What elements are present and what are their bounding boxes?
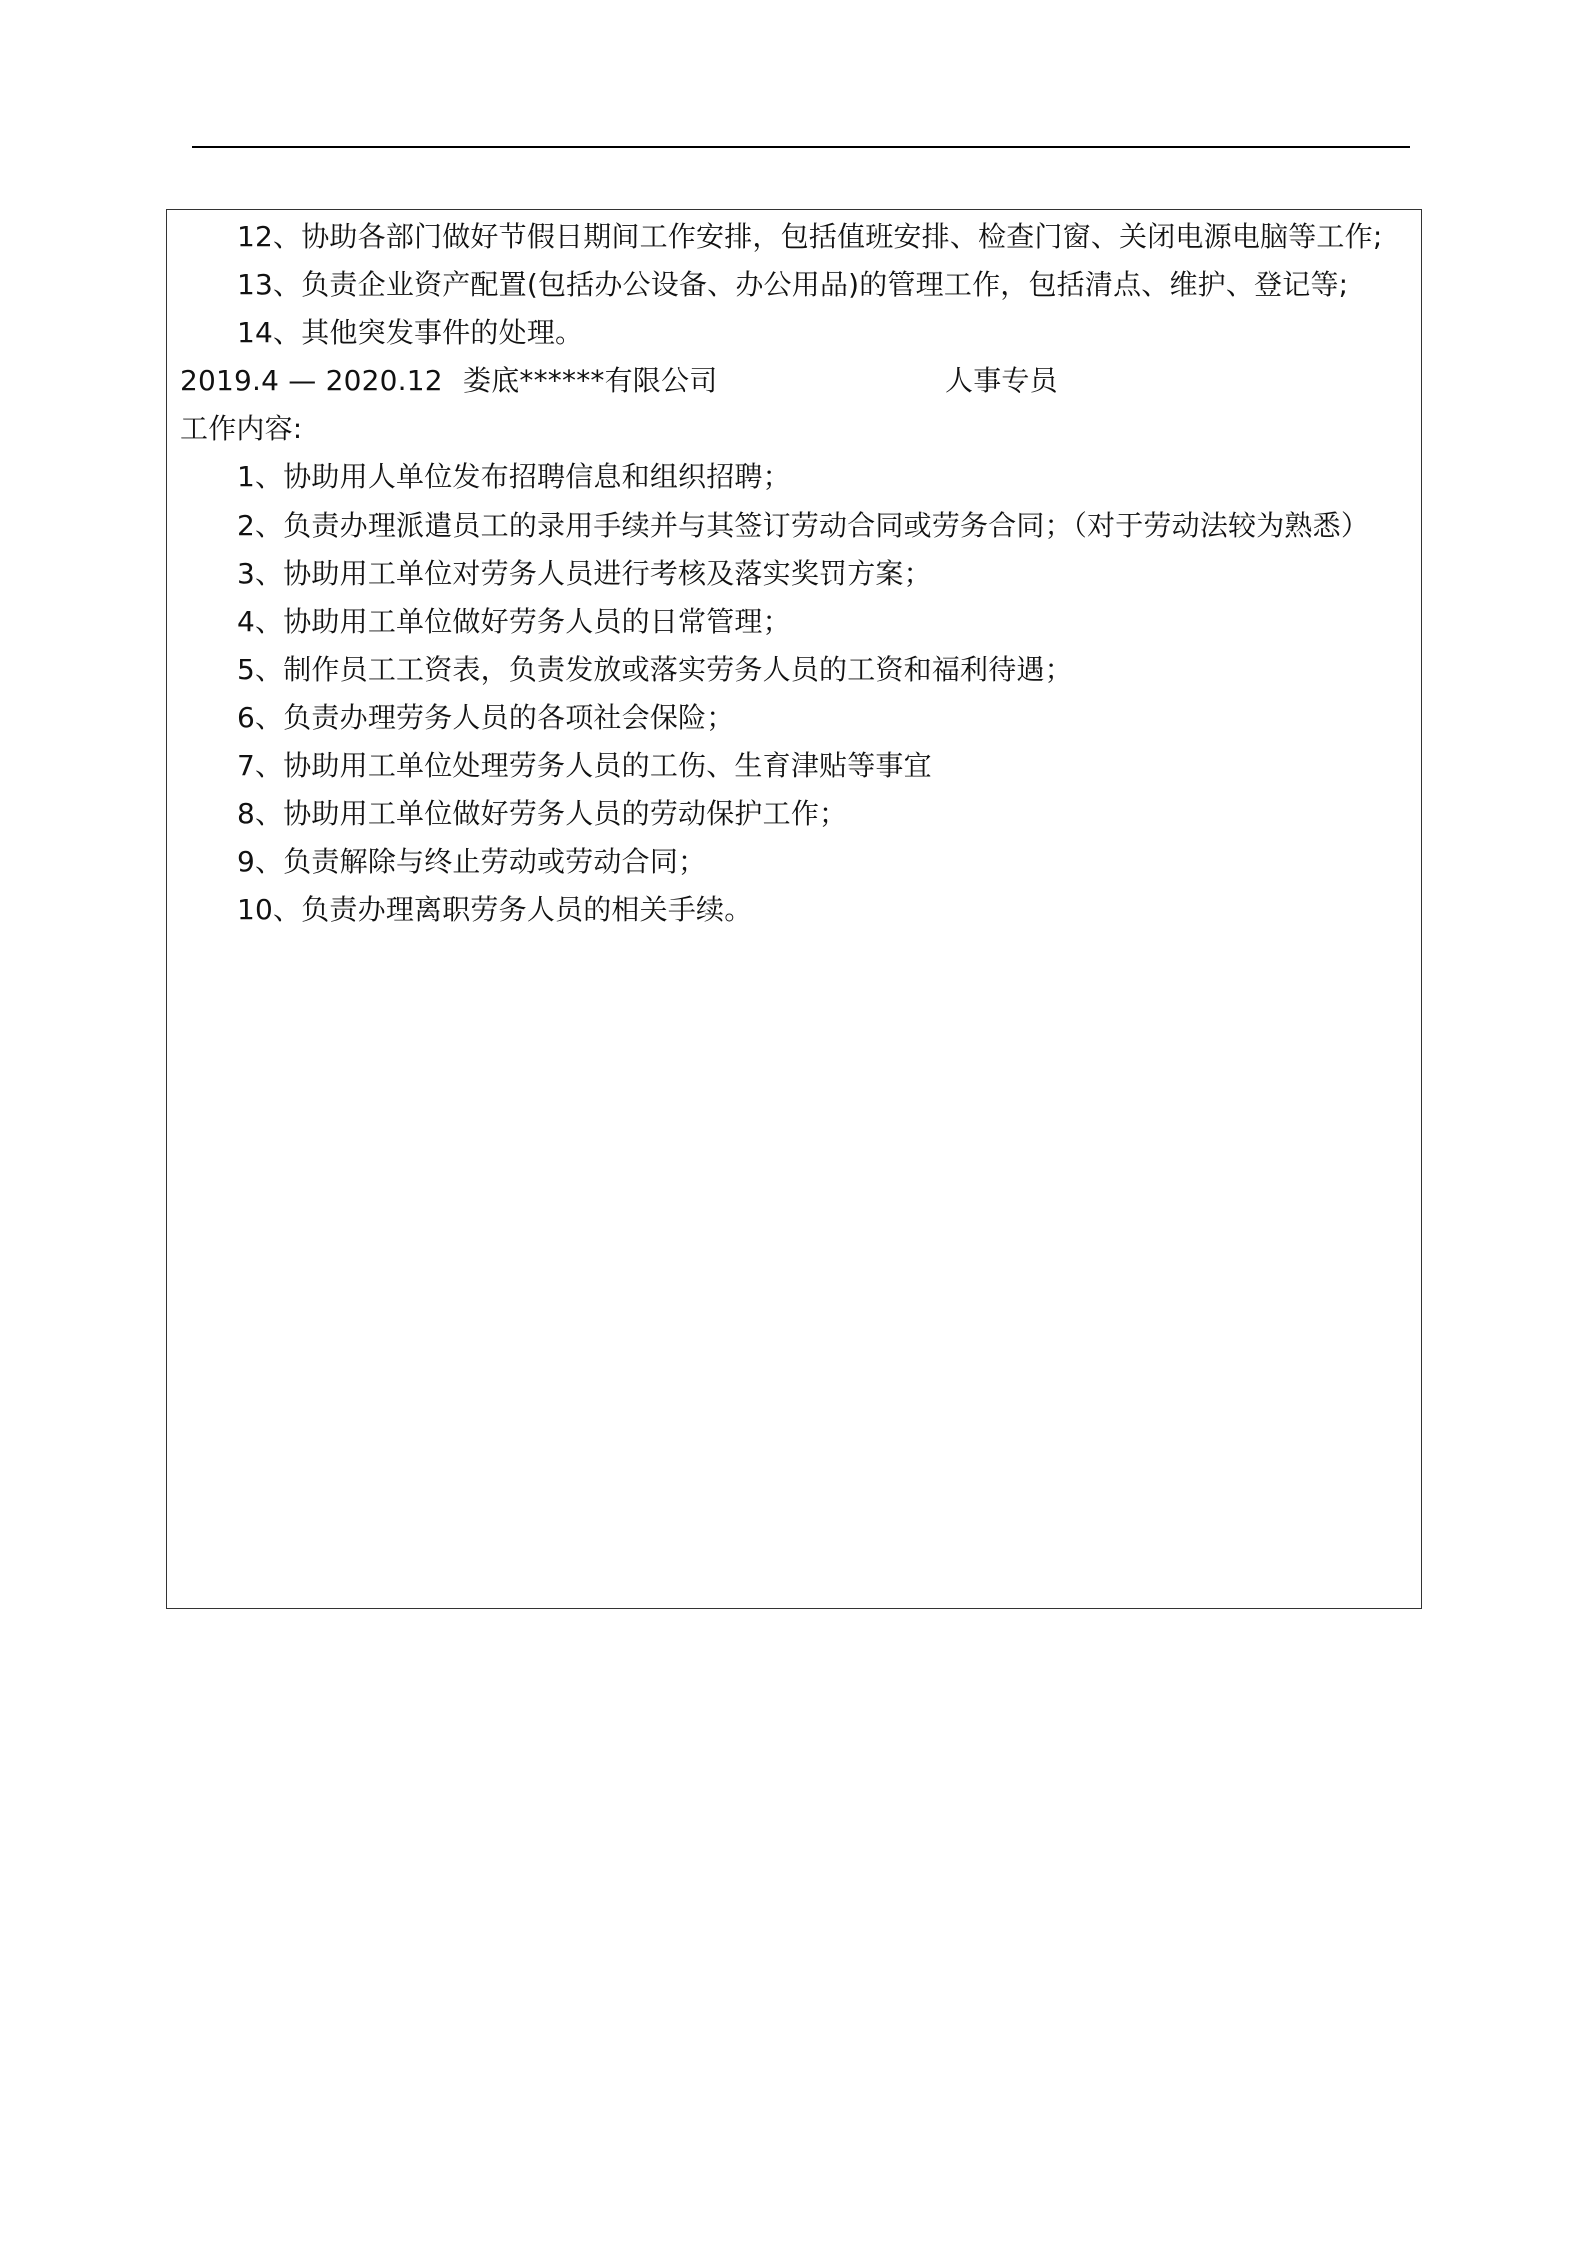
job-period: 2019.4 — 2020.12 [180, 364, 443, 397]
duty-item-3: 3、协助用工单位对劳务人员进行考核及落实奖罚方案； [237, 557, 932, 590]
duty-item-8: 8、协助用工单位做好劳务人员的劳动保护工作； [237, 797, 848, 830]
experience-content-box [166, 209, 1422, 1609]
job-company: 娄底******有限公司 [463, 364, 718, 397]
duty-item-5: 5、制作员工工资表，负责发放或落实劳务人员的工资和福利待遇； [237, 653, 1073, 686]
previous-duty-item-13: 13、负责企业资产配置(包括办公设备、办公用品)的管理工作，包括清点、维护、登记等; [237, 268, 1349, 301]
duty-item-1: 1、协助用人单位发布招聘信息和组织招聘； [237, 460, 791, 493]
previous-duty-item-14: 14、其他突发事件的处理。 [237, 316, 584, 349]
duty-item-2: 2、负责办理派遣员工的录用手续并与其签订劳动合同或劳务合同；（对于劳动法较为熟悉） [237, 509, 1370, 542]
work-content-label: 工作内容: [180, 412, 303, 445]
header-rule [192, 146, 1410, 148]
job-position: 人事专员 [945, 364, 1058, 397]
job-entry-line [180, 361, 1400, 401]
duty-item-10: 10、负责办理离职劳务人员的相关手续。 [237, 893, 753, 926]
previous-duty-item-12: 12、协助各部门做好节假日期间工作安排，包括值班安排、检查门窗、关闭电源电脑等工作; [237, 220, 1383, 253]
duty-item-7: 7、协助用工单位处理劳务人员的工伤、生育津贴等事宜 [237, 749, 932, 782]
duty-item-6: 6、负责办理劳务人员的各项社会保险； [237, 701, 735, 734]
duty-item-4: 4、协助用工单位做好劳务人员的日常管理； [237, 605, 791, 638]
duty-item-9: 9、负责解除与终止劳动或劳动合同； [237, 845, 707, 878]
